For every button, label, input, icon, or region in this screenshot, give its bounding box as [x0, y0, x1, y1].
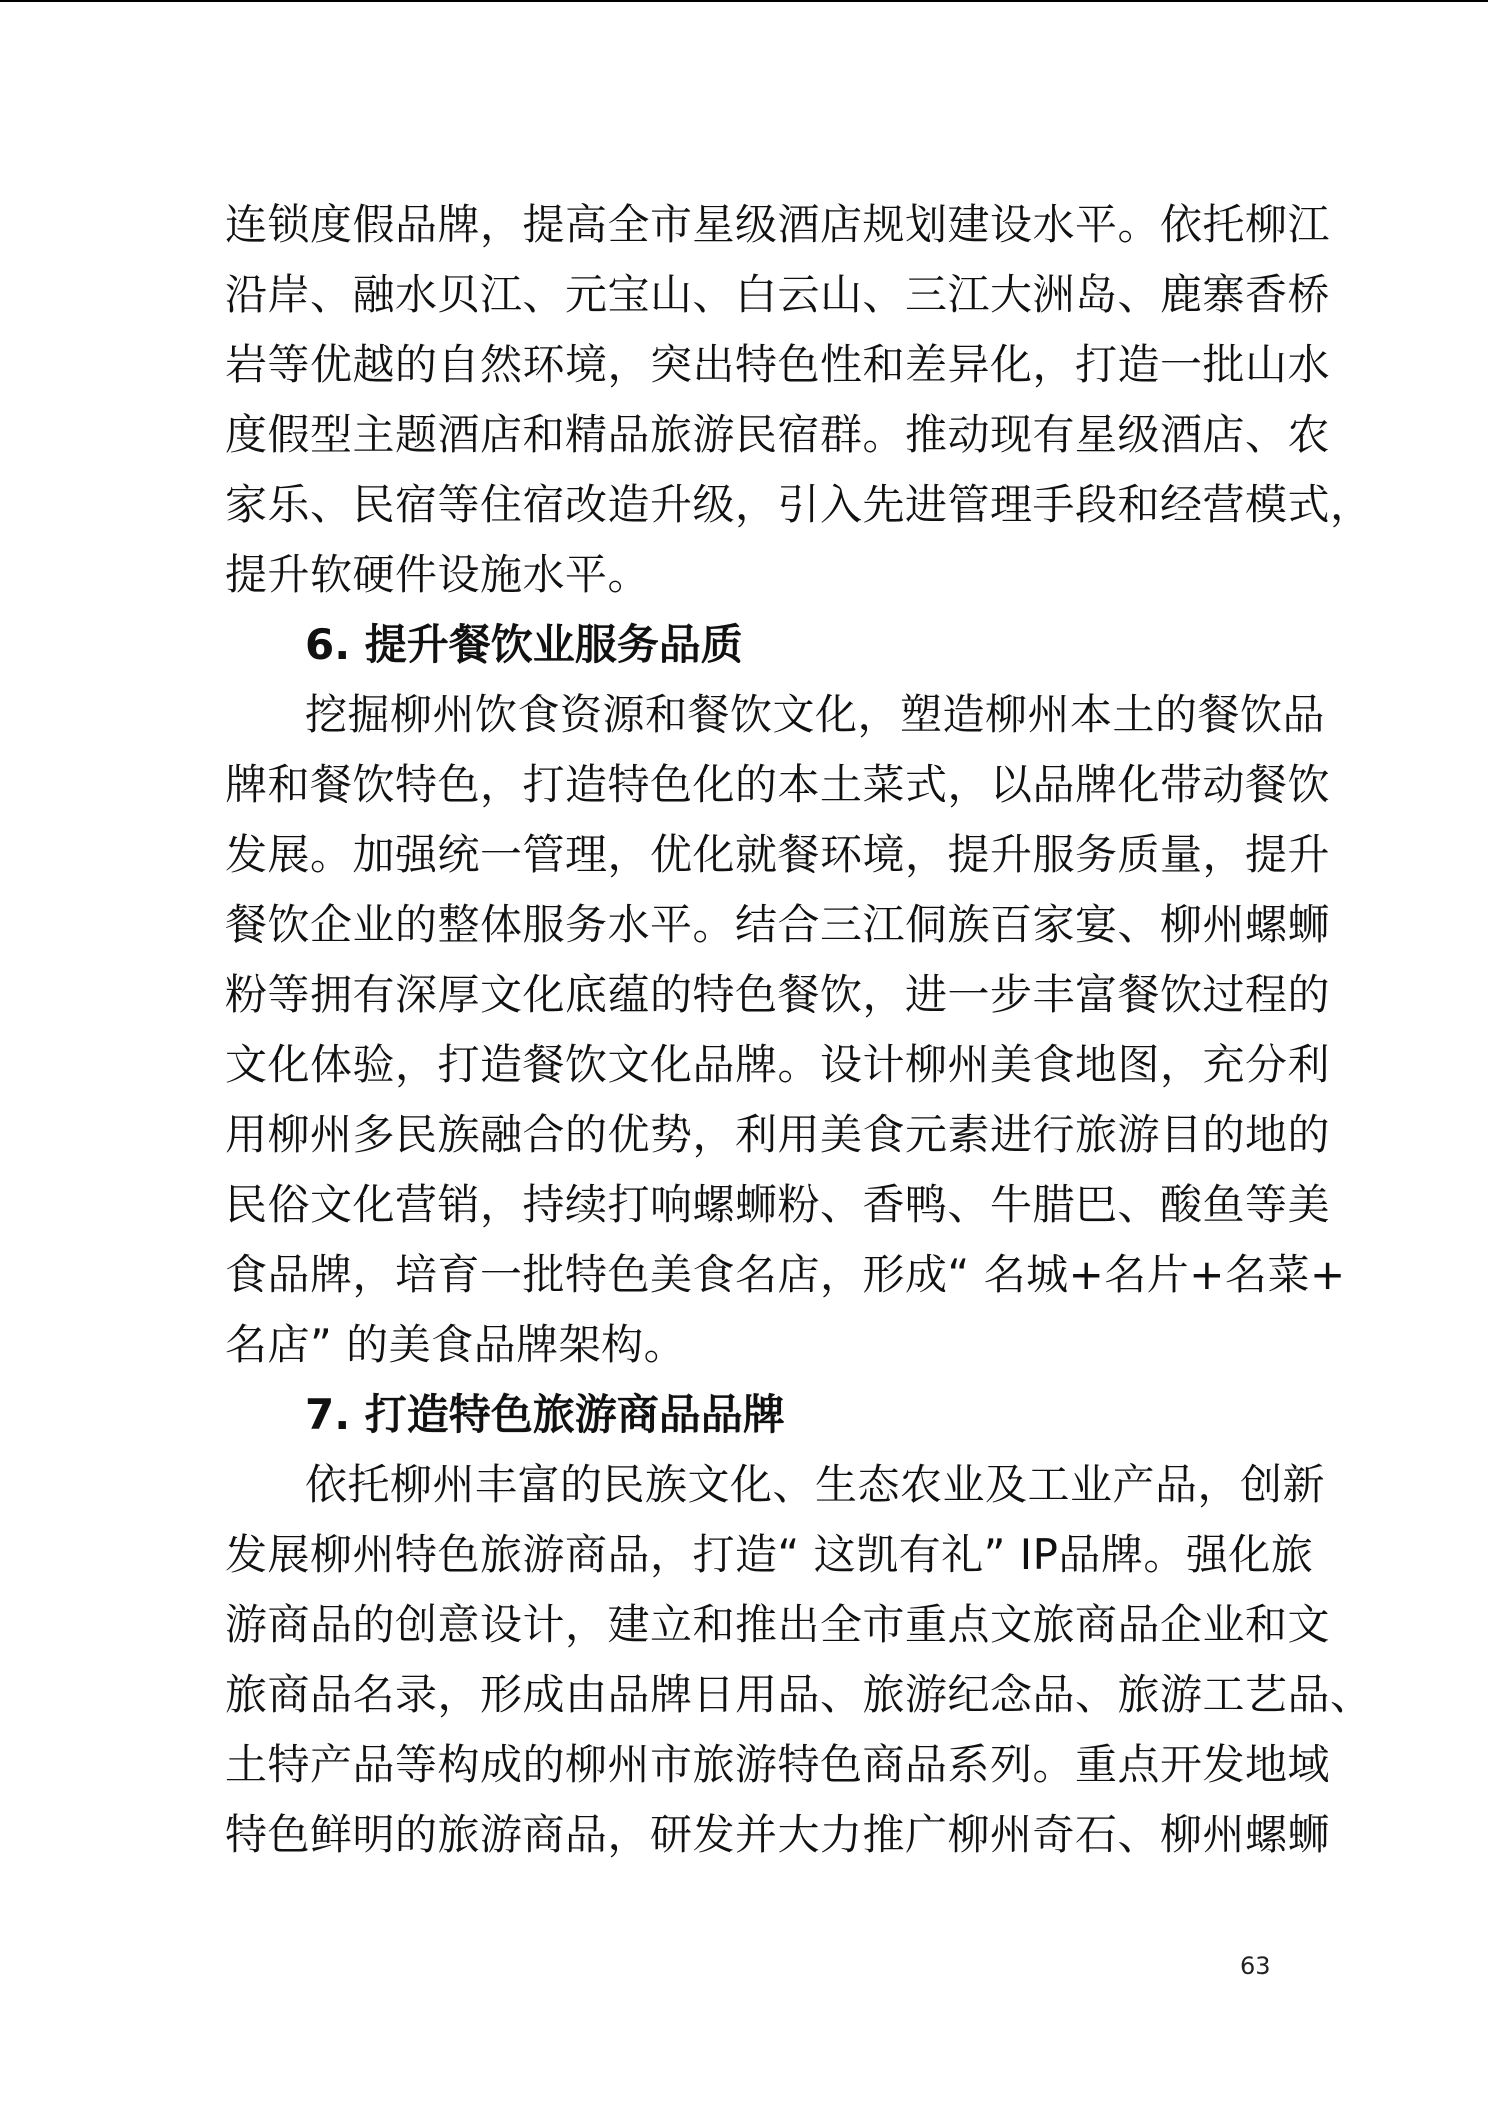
paragraph-lodging-continuation [225, 190, 1373, 610]
text-line: 食品牌，培育一批特色美食名店，形成“ 名城+名片+名菜+ [225, 1250, 1346, 1299]
text-line: 岩等优越的自然环境，突出特色性和差异化，打造一批山水 [225, 340, 1331, 389]
paragraph-tourism-products [225, 1450, 1373, 1870]
section-heading-tourism-products: 7. 打造特色旅游商品品牌 [305, 1390, 785, 1439]
text-line: 民俗文化营销，持续打响螺蛳粉、香鸭、牛腊巴、酸鱼等美 [225, 1180, 1331, 1229]
text-line: 提升软硬件设施水平。 [225, 550, 651, 599]
text-line: 特色鲜明的旅游商品，研发并大力推广柳州奇石、柳州螺蛳 [225, 1810, 1331, 1859]
text-line: 挖掘柳州饮食资源和餐饮文化，塑造柳州本土的餐饮品 [305, 690, 1326, 739]
page-number: 63 [1240, 1952, 1271, 1980]
text-line: 发展柳州特色旅游商品，打造“ 这凯有礼” IP品牌。强化旅 [225, 1530, 1314, 1579]
text-line: 游商品的创意设计，建立和推出全市重点文旅商品企业和文 [225, 1600, 1331, 1649]
page-body [225, 190, 1373, 1870]
text-line: 发展。加强统一管理，优化就餐环境，提升服务质量，提升 [225, 830, 1331, 879]
text-line: 家乐、民宿等住宿改造升级，引入先进管理手段和经营模式， [225, 480, 1373, 529]
text-line: 沿岸、融水贝江、元宝山、白云山、三江大洲岛、鹿寨香桥 [225, 270, 1331, 319]
text-line: 名店” 的美食品牌架构。 [225, 1320, 687, 1369]
text-line: 土特产品等构成的柳州市旅游特色商品系列。重点开发地域 [225, 1740, 1331, 1789]
paragraph-catering [225, 680, 1346, 1380]
text-line: 牌和餐饮特色，打造特色化的本土菜式，以品牌化带动餐饮 [225, 760, 1331, 809]
text-line: 粉等拥有深厚文化底蕴的特色餐饮，进一步丰富餐饮过程的 [225, 970, 1331, 1019]
text-line: 连锁度假品牌，提高全市星级酒店规划建设水平。依托柳江 [225, 200, 1331, 249]
text-line: 用柳州多民族融合的优势，利用美食元素进行旅游目的地的 [225, 1110, 1331, 1159]
top-border-rule [0, 0, 1488, 2]
text-line: 文化体验，打造餐饮文化品牌。设计柳州美食地图，充分利 [225, 1040, 1331, 1089]
text-line: 旅商品名录，形成由品牌日用品、旅游纪念品、旅游工艺品、 [225, 1670, 1373, 1719]
text-line: 依托柳州丰富的民族文化、生态农业及工业产品，创新 [305, 1460, 1326, 1509]
section-heading-catering: 6. 提升餐饮业服务品质 [305, 620, 743, 669]
text-line: 度假型主题酒店和精品旅游民宿群。推动现有星级酒店、农 [225, 410, 1331, 459]
text-line: 餐饮企业的整体服务水平。结合三江侗族百家宴、柳州螺蛳 [225, 900, 1331, 949]
